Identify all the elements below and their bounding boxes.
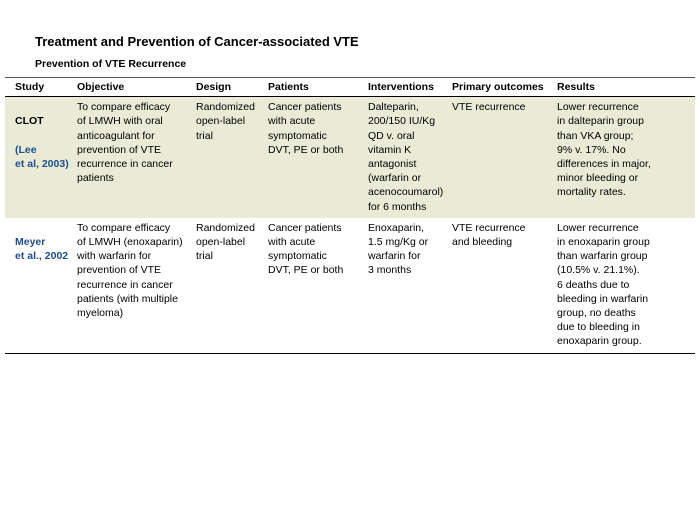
study-reference-link[interactable]: (Lee et al, 2003) [15, 143, 69, 171]
objective-cell: To compare efficacy of LMWH (enoxaparin) with warfarin for prevention of VTE recurrence in cancer patients (with multiple myeloma) [73, 218, 192, 353]
table-row [5, 218, 695, 353]
column-header-study: Study [5, 78, 73, 97]
study-reference-link[interactable]: Meyer et al., 2002 [15, 236, 69, 263]
table-row [5, 97, 695, 218]
interventions-cell: Enoxaparin, 1.5 mg/Kg or warfarin for 3 months [364, 218, 448, 353]
study-cell [5, 97, 73, 218]
objective-cell: To compare efficacy of LMWH with oral anticoagulant for prevention of VTE recurrence in cancer patients [73, 97, 192, 218]
study-cell [5, 218, 73, 353]
outcomes-cell: VTE recurrence [448, 97, 553, 218]
table-header-row [5, 78, 695, 97]
patients-cell: Cancer patients with acute symptomatic DVT, PE or both [264, 97, 364, 218]
design-cell: Randomized open-label trial [192, 97, 264, 218]
study-name: CLOT [15, 115, 44, 128]
column-header-results: Results [553, 78, 695, 97]
column-header-design: Design [192, 78, 264, 97]
slide-subtitle: Prevention of VTE Recurrence [35, 58, 187, 70]
column-header-interventions: Interventions [364, 78, 448, 97]
interventions-cell: Dalteparin, 200/150 IU/Kg QD v. oral vitamin K antagonist (warfarin or acenocoumarol) for 6 months [364, 97, 448, 218]
results-cell: Lower recurrence in dalteparin group than VKA group; 9% v. 17%. No differences in major, minor bleeding or mortality rates. [553, 97, 695, 218]
design-cell: Randomized open-label trial [192, 218, 264, 353]
results-cell: Lower recurrence in enoxaparin group than warfarin group (10.5% v. 21.1%). 6 deaths due to bleeding in warfarin group, no deaths due to bleeding in enoxaparin group. [553, 218, 695, 353]
column-header-patients: Patients [264, 78, 364, 97]
patients-cell: Cancer patients with acute symptomatic DVT, PE or both [264, 218, 364, 353]
column-header-primary-outcomes: Primary outcomes [448, 78, 553, 97]
outcomes-cell: VTE recurrence and bleeding [448, 218, 553, 353]
slide-title: Treatment and Prevention of Cancer-associated VTE [35, 34, 359, 49]
studies-table [5, 77, 695, 354]
column-header-objective: Objective [73, 78, 192, 97]
